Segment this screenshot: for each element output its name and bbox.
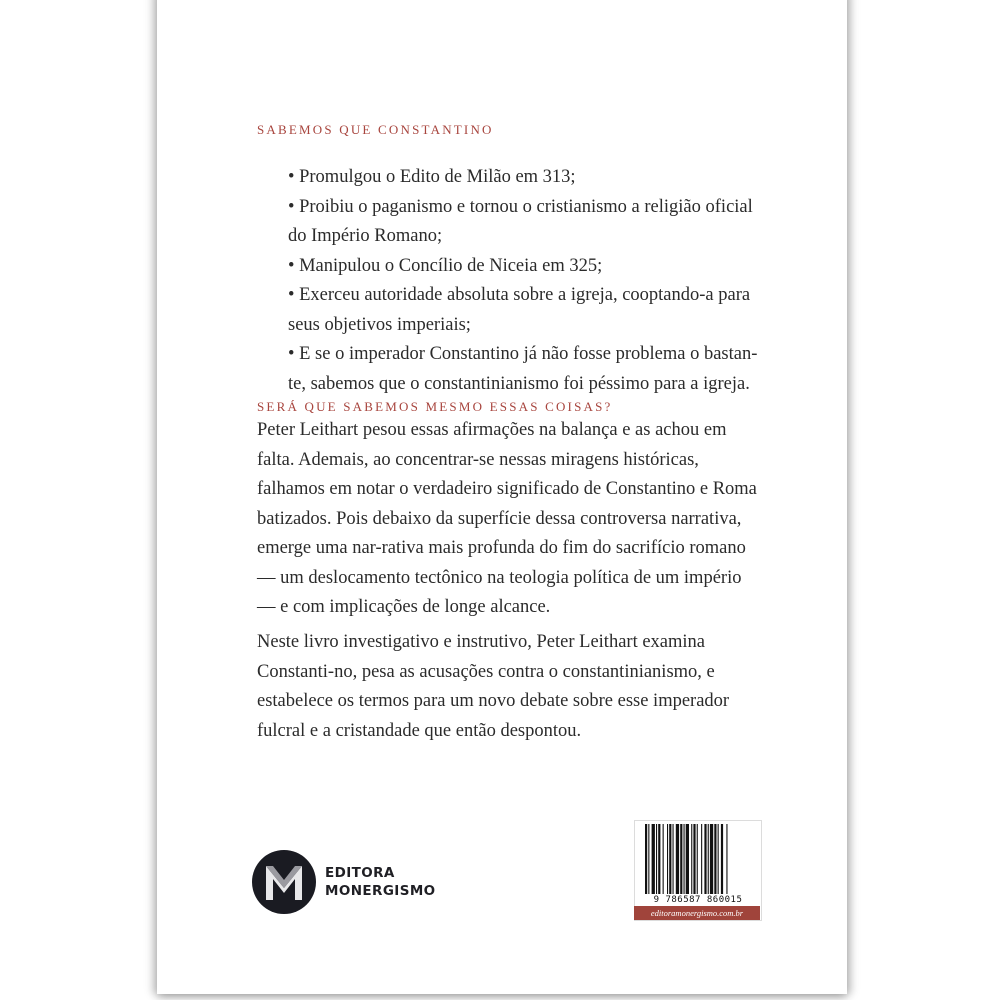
barcode-bar [701,824,702,894]
barcode-bar [680,824,682,894]
barcode-bar [726,824,727,894]
barcode-bar [648,824,649,894]
list-item: • Exerceu autoridade absoluta sobre a igreja, cooptando-a para seus objetivos imperiais; [288,285,751,335]
barcode-bar [669,824,671,894]
barcode-bar [663,824,664,894]
barcode-bar [691,824,692,894]
list-item: • Promulgou o Edito de Milão em 313; [288,167,576,187]
barcode-bar [684,824,685,894]
barcode-bar [721,824,723,894]
barcode-bar [652,824,655,894]
book-back-cover [157,0,847,994]
section-heading-sera: SERÁ QUE SABEMOS MESMO ESSAS COISAS? [257,399,613,414]
description-paragraph-1: Peter Leithart pesou essas afirmações na balança e as achou em falta. Ademais, ao concentrar-se nessas miragens históricas, falhamos em notar o verdadeiro significado de Constantino e Roma batizados. Pois debaixo da superfície dessa controversa narrativa, emerge uma nar-rativa mais profunda do fim do sacrifício romano — um deslocamento tectônico na teologia política de um império — e com implicações de longe alcance. [257,420,757,617]
list-item: • Proibiu o paganismo e tornou o cristianismo a religião oficial do Império Romano; [288,196,753,246]
publisher-line-2: MONERGISMO [325,883,436,899]
barcode-bar [704,824,706,894]
barcode-bar [708,824,709,894]
claims-list [288,163,768,399]
publisher-logo [252,850,436,914]
barcode-bar [718,824,719,894]
barcode-bar [667,824,668,894]
barcode-bar [645,824,647,894]
list-item: • Manipulou o Concílio de Niceia em 325; [288,255,603,276]
publisher-website: editoramonergismo.com.br [634,906,760,920]
monogram-m-icon [252,850,316,914]
barcode-bar [676,824,679,894]
barcode-bar [656,824,657,894]
barcode-bar [710,824,713,894]
barcode-bars [644,824,752,894]
section-heading-sabemos: SABEMOS QUE CONSTANTINO [257,122,494,137]
barcode-bar [673,824,674,894]
barcode-bar [658,824,660,894]
publisher-name [325,864,436,900]
barcode-bar [686,824,689,894]
isbn-number: 9 786587 860015 [653,895,743,905]
barcode-bar [714,824,716,894]
description-paragraph-2: Neste livro investigativo e instrutivo, Peter Leithart examina Constanti-no, pesa as acusações contra o constantinianismo, e estabelece os termos para um novo debate sobre esse imperador fulcral e a cristandade que então despontou. [257,632,730,741]
list-item: • E se o imperador Constantino já não fosse problema o bastan-te, sabemos que o constantinianismo foi péssimo para a igreja. [288,344,758,394]
barcode-bar [697,824,698,894]
barcode-bar [693,824,695,894]
publisher-line-1: EDITORA [325,865,395,881]
